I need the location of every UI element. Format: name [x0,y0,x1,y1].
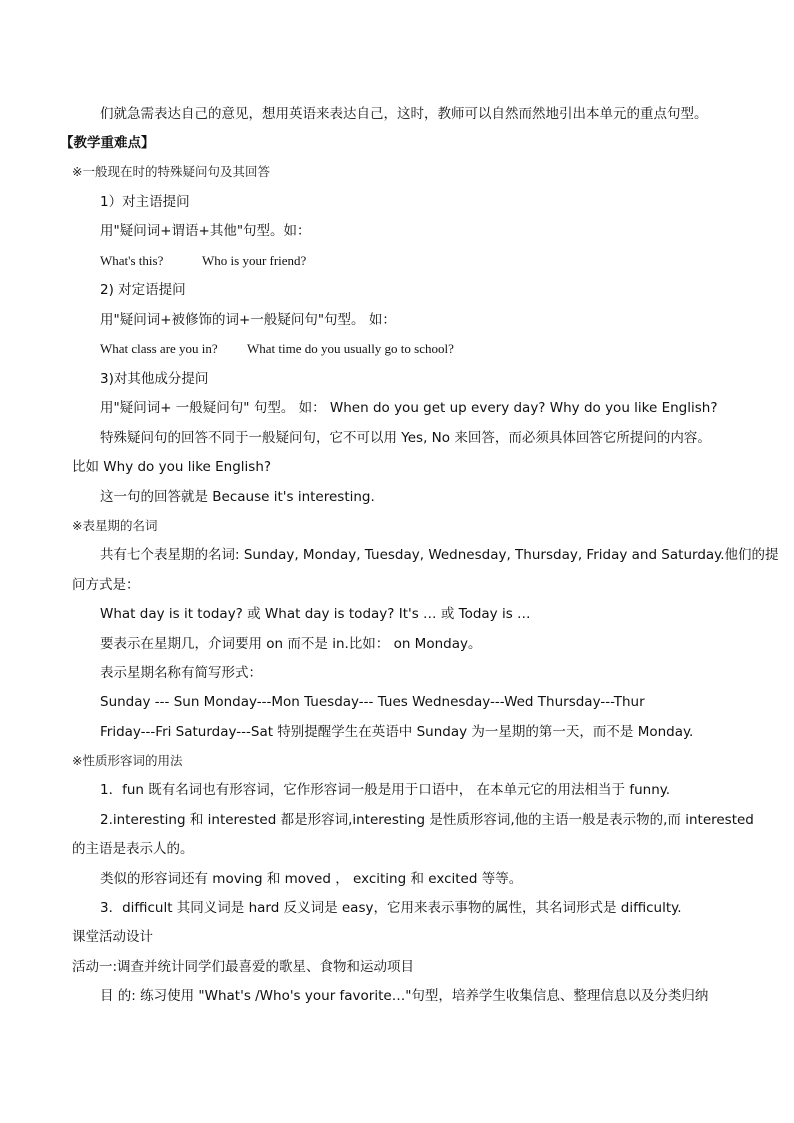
example-who-is-friend: Who is your friend? [202,253,307,268]
example-what-day: What day is it today? 或 What day is today? It's … 或 Today is … [100,606,531,622]
section-heading-key-points: 【教学重难点】 [60,135,155,151]
item-interesting-cont: 的主语是表示人的。 [72,841,194,857]
example-what-class: What class are you in? [100,341,218,356]
paragraph-intro-continuation: 们就急需表达自己的意见，想用英语来表达自己，这时，教师可以自然而然地引出本单元的重点句型。 [100,106,708,122]
abbreviation-row-1: Sunday --- Sun Monday---Mon Tuesday--- Tues Wednesday---Wed Thursday---Thur [100,694,645,710]
item-interesting: 2.interesting 和 interested 都是形容词,interesting 是性质形容词,他的主语一般是表示物的,而 interested [100,812,754,828]
activity-one-purpose: 目 的: 练习使用 "What's /Who's your favorite…"句型，培养学生收集信息、整理信息以及分类归纳 [100,988,709,1004]
text-pattern-2: 用"疑问词+被修饰的词+一般疑问句"句型。 如： [100,312,396,328]
item-subject-question: 1）对主语提问 [100,194,190,210]
item-attribute-question: 2) 对定语提问 [100,282,186,298]
paragraph-similar-adjectives: 类似的形容词还有 moving 和 moved ， exciting 和 excited 等等。 [100,871,523,887]
item-difficult: 3．difficult 其同义词是 hard 反义词是 easy，它用来表示事物的属性，其名词形式是 difficulty. [100,900,682,916]
paragraph-answer-rule: 特殊疑问句的回答不同于一般疑问句，它不可以用 Yes, No 来回答，而必须具体回答它所提问的内容。 [100,430,711,446]
example-whats-this: What's this? [100,253,164,268]
item-other-question: 3)对其他成分提问 [100,371,209,387]
paragraph-answer-because: 这一句的回答就是 Because it's interesting. [100,489,375,505]
paragraph-answer-example: 比如 Why do you like English? [72,459,272,475]
activity-one-title: 活动一:调查并统计同学们最喜爱的歌星、食物和运动项目 [72,959,415,975]
paragraph-weekdays: 共有七个表星期的名词: Sunday, Monday, Tuesday, Wednesday, Thursday, Friday and Saturday.他们的提 [100,547,779,563]
paragraph-preposition-on: 要表示在星期几，介词要用 on 而不是 in.比如： on Monday。 [100,636,482,652]
subheading-adjectives: ※性质形容词的用法 [72,753,183,768]
subheading-special-questions: ※一般现在时的特殊疑问句及其回答 [72,164,270,179]
text-pattern-3: 用"疑问词+ 一般疑问句" 句型。 如： When do you get up every day? Why do you like English? [100,400,718,416]
item-fun: 1．fun 既有名词也有形容词，它作形容词一般是用于口语中， 在本单元它的用法相当于 funny. [100,782,671,798]
text-pattern-1: 用"疑问词+谓语+其他"句型。如： [100,223,311,239]
abbreviation-row-2: Friday---Fri Saturday---Sat 特别提醒学生在英语中 Sunday 为一星期的第一天，而不是 Monday. [100,724,694,740]
paragraph-abbreviations: 表示星期名称有简写形式： [100,665,262,681]
paragraph-weekdays-cont: 问方式是： [72,577,140,593]
section-heading-activity-design: 课堂活动设计 [72,929,153,945]
subheading-weekdays: ※表星期的名词 [72,518,158,533]
example-what-time: What time do you usually go to school? [247,341,454,356]
